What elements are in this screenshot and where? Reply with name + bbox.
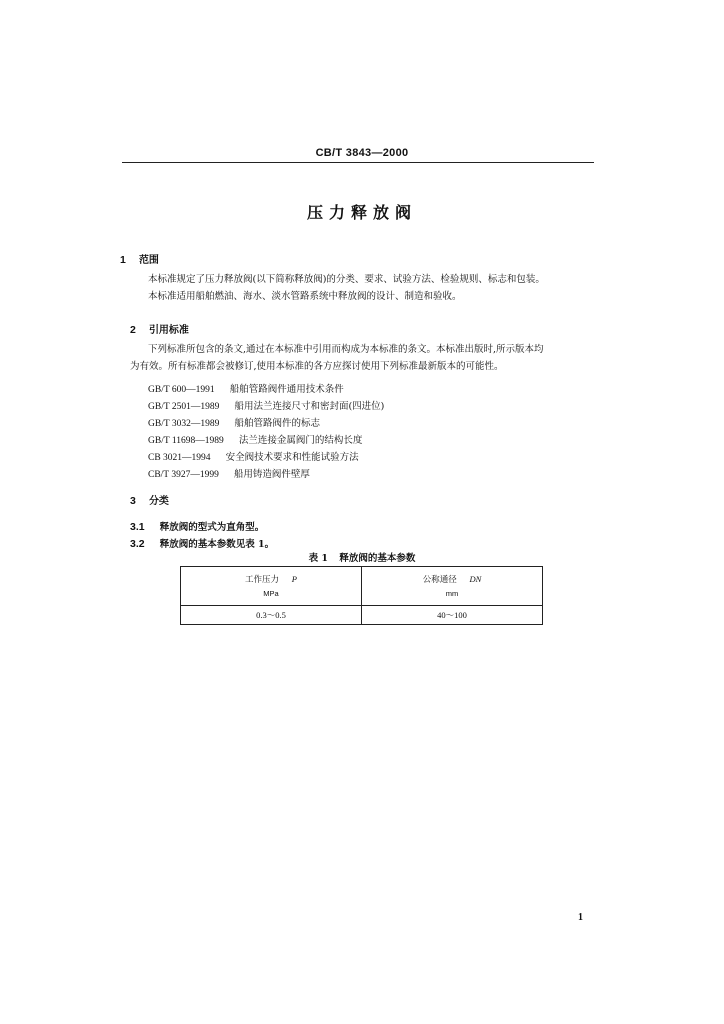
diameter-header-cell xyxy=(362,567,543,606)
section-1-paragraph-2: 本标准适用船舶燃油、海水、淡水管路系统中释放阀的设计、制造和验收。 xyxy=(148,291,462,302)
reference-title: 船舶管路阀件的标志 xyxy=(234,418,320,429)
section-2-intro-line-1: 下列标准所包含的条文,通过在本标准中引用而构成为本标准的条文。本标准出版时,所示版本均 xyxy=(148,344,544,355)
clause-text: 释放阀的基本参数见表 1。 xyxy=(159,539,275,550)
table-number: 表 1 xyxy=(308,553,329,564)
table-header-row xyxy=(181,567,543,606)
reference-title: 船用法兰连接尺寸和密封面(四进位) xyxy=(234,401,385,412)
pressure-label: 工作压力 xyxy=(245,574,280,585)
diameter-unit: mm xyxy=(445,588,459,598)
pressure-symbol: P xyxy=(291,573,297,584)
reference-code: GB/T 11698—1989 xyxy=(148,436,224,446)
section-number: 2 xyxy=(130,324,136,336)
section-number: 3 xyxy=(130,495,136,507)
section-title: 引用标准 xyxy=(148,325,189,336)
clause-3-2 xyxy=(130,532,274,552)
diameter-label: 公称通径 xyxy=(422,574,457,585)
pressure-unit: MPa xyxy=(263,588,279,598)
diameter-value-cell: 40～100 xyxy=(362,606,543,625)
page-number: 1 xyxy=(578,912,583,923)
reference-code: GB/T 3032—1989 xyxy=(148,419,220,429)
reference-title: 船用铸造阀件壁厚 xyxy=(233,469,310,480)
section-2-intro-line-2: 为有效。所有标准都会被修订,使用本标准的各方应探讨使用下列标准最新版本的可能性。 xyxy=(130,361,504,372)
reference-code: CB/T 3927—1999 xyxy=(148,470,219,480)
pressure-header-cell xyxy=(181,567,362,606)
standard-code-header: CB/T 3843—2000 xyxy=(315,147,409,159)
table-caption xyxy=(0,550,724,564)
section-1-paragraph-1: 本标准规定了压力释放阀(以下简称释放阀)的分类、要求、试验方法、检验规则、标志和包装。 xyxy=(148,274,545,285)
section-title: 范围 xyxy=(138,255,159,266)
reference-item xyxy=(148,462,310,481)
reference-code: GB/T 2501—1989 xyxy=(148,402,220,412)
reference-code: GB/T 600—1991 xyxy=(148,385,215,395)
clause-number: 3.2 xyxy=(130,538,145,550)
pressure-value-cell: 0.3～0.5 xyxy=(181,606,362,625)
section-1-heading xyxy=(120,248,159,267)
table-row xyxy=(181,606,543,625)
reference-code: CB 3021—1994 xyxy=(148,453,211,463)
reference-title: 法兰连接金属阀门的结构长度 xyxy=(238,435,363,446)
reference-title: 船舶管路阀件通用技术条件 xyxy=(229,384,344,395)
basic-parameters-table xyxy=(180,566,543,625)
section-title: 分类 xyxy=(148,496,169,507)
section-number: 1 xyxy=(120,254,126,266)
reference-title: 安全阀技术要求和性能试验方法 xyxy=(225,452,359,463)
clause-number: 3.1 xyxy=(130,521,145,533)
clause-text: 释放阀的型式为直角型。 xyxy=(159,522,265,533)
diameter-symbol: DN xyxy=(469,573,482,584)
header-divider xyxy=(122,162,594,163)
section-2-heading xyxy=(130,318,189,337)
table-title: 释放阀的基本参数 xyxy=(339,553,416,564)
section-3-heading xyxy=(130,489,169,508)
document-title: 压力释放阀 xyxy=(306,203,417,222)
